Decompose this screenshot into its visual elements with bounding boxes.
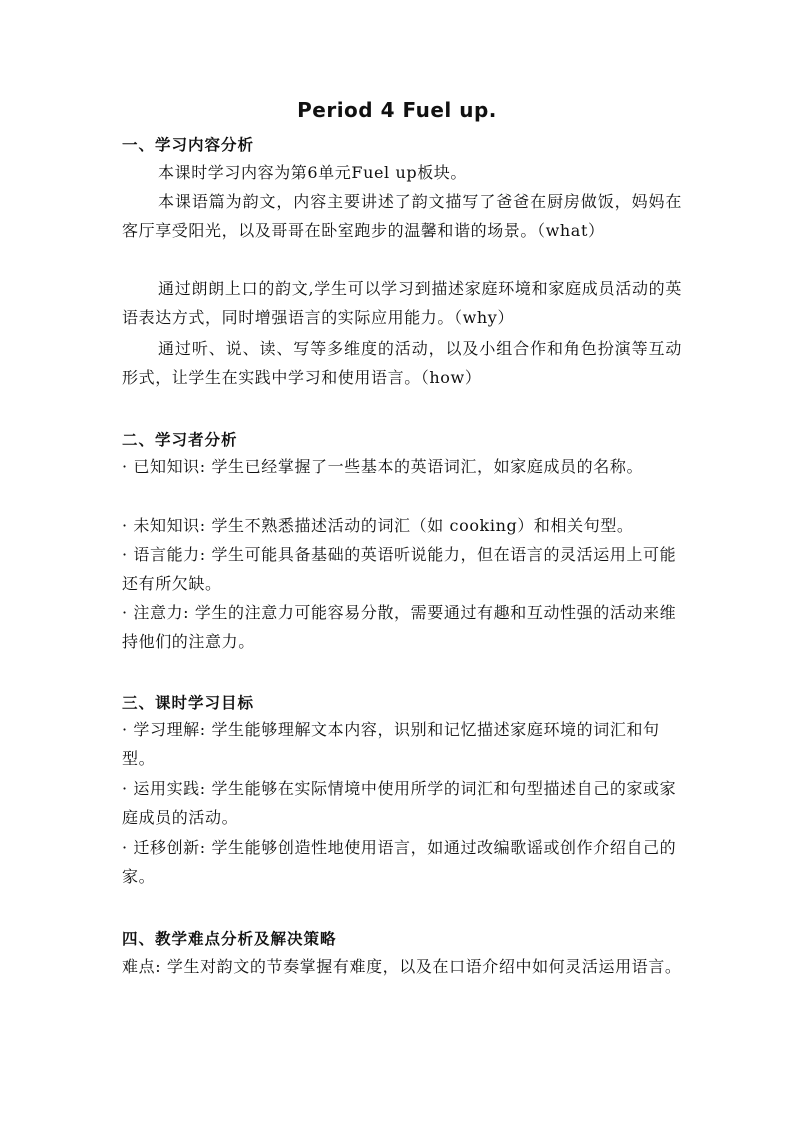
section-heading-learner-analysis: 二、学习者分析 [122,431,238,449]
list-item: · 已知知识: 学生已经掌握了一些基本的英语词汇，如家庭成员的名称。 [122,457,644,476]
paragraph-what: 本课语篇为韵文，内容主要讲述了韵文描写了爸爸在厨房做饭，妈妈在客厅享受阳光，以及哥哥在卧室跑步的温馨和谐的场景。（what） [122,192,682,240]
list-item: · 运用实践: 学生能够在实际情境中使用所学的词汇和句型描述自己的家或家庭成员的活动。 [122,779,677,827]
document-title: Period 4 Fuel up. [297,98,497,122]
paragraph-how: 通过听、说、读、写等多维度的活动，以及小组合作和角色扮演等互动形式，让学生在实践中学习和使用语言。（how） [122,339,682,387]
list-item: · 学习理解: 学生能够理解文本内容，识别和记忆描述家庭环境的词汇和句型。 [122,720,660,768]
list-item: · 迁移创新: 学生能够创造性地使用语言，如通过改编歌谣或创作介绍自己的家。 [122,838,677,886]
list-item: · 未知知识: 学生不熟悉描述活动的词汇（如 cooking）和相关句型。 [122,516,634,535]
section-heading-learning-goals: 三、课时学习目标 [122,694,255,712]
difficulty-text: 难点: 学生对韵文的节奏掌握有难度，以及在口语介绍中如何灵活运用语言。 [122,957,682,976]
paragraph: 本课时学习内容为第6单元Fuel up板块。 [158,163,468,182]
section-heading-difficulty-strategy: 四、教学难点分析及解决策略 [122,930,337,948]
paragraph-why: 通过朗朗上口的韵文,学生可以学习到描述家庭环境和家庭成员活动的英语表达方式，同时增强语言的实际应用能力。（why） [122,279,682,327]
list-item: · 注意力: 学生的注意力可能容易分散，需要通过有趣和互动性强的活动来维持他们的注意力。 [122,603,677,651]
list-item: · 语言能力: 学生可能具备基础的英语听说能力，但在语言的灵活运用上可能还有所欠缺。 [122,545,677,593]
section-heading-content-analysis: 一、学习内容分析 [122,136,255,154]
